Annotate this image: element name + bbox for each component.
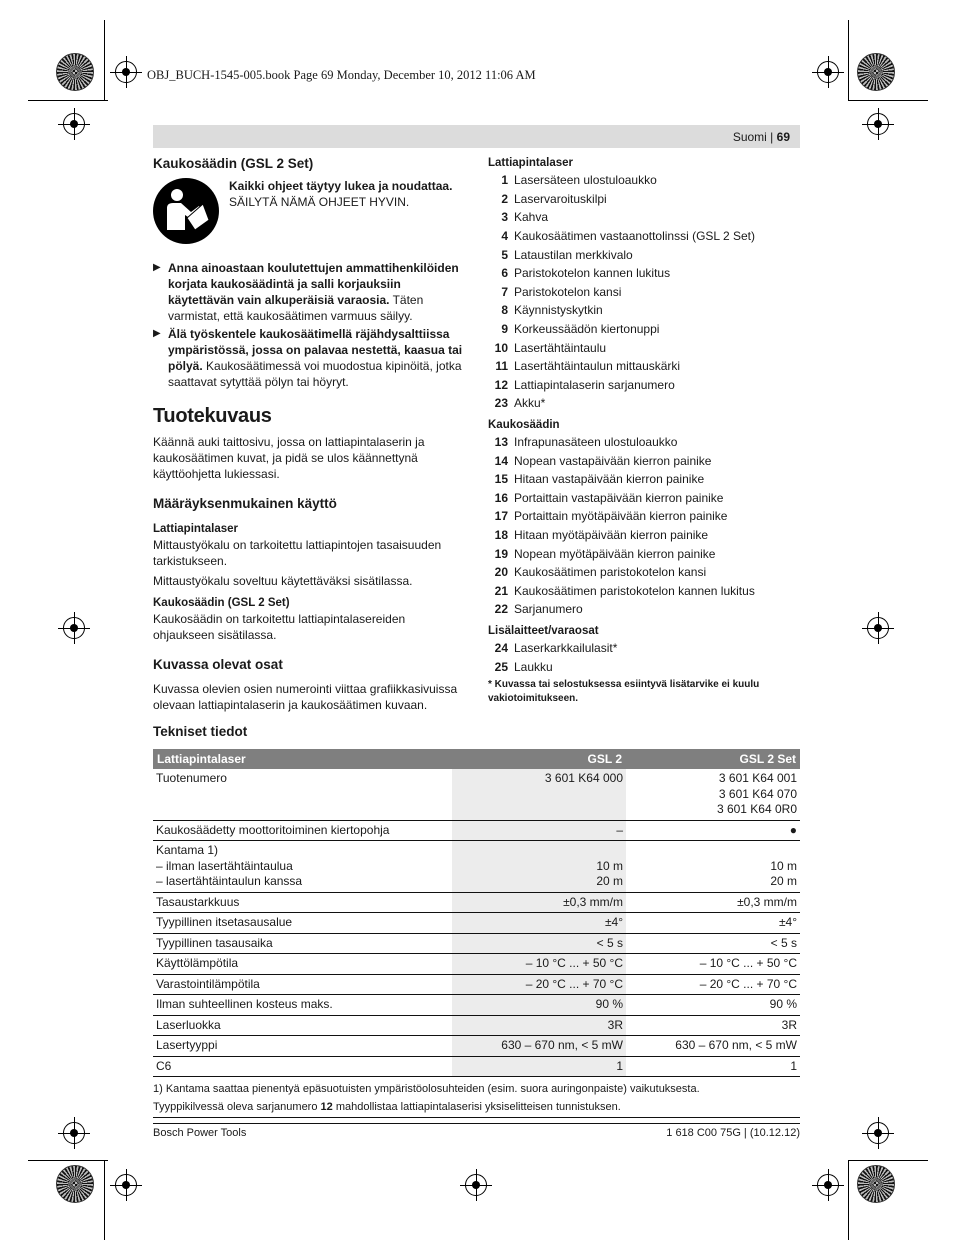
floor-parts-label: Lattiapintalaser [488,157,573,169]
list-item [488,470,800,489]
item-text: Akku* [514,396,546,411]
list-item [488,394,800,413]
spec-value: < 5 s [452,933,626,954]
item-text: Paristokotelon kansi [514,284,622,299]
spec-label: Käyttölämpötila [153,954,452,975]
accessory-label: Lisälaitteet/varaosat [488,624,599,637]
header-separator: | [770,130,774,144]
item-text: Hitaan myötäpäivään kierron painike [514,527,709,542]
list-item [488,451,800,470]
item-number: 16 [494,490,508,505]
spec-value: – 10 °C ... + 50 °C [626,954,800,975]
remote-parts-label: Kaukosäädin [488,418,560,431]
tech-table [153,749,800,1077]
item-text: Kahva [514,210,549,225]
item-text: Lataustilan merkkivalo [514,247,633,262]
list-item [488,376,800,395]
crop-mark [104,20,105,100]
tech-footnote: 1) Kantama saattaa pienentyä epäsuotuisten ympäristöolosuhteiden (esim. suora auringonpaiste) vaikutuksesta. [153,1083,700,1095]
spec-value: 630 – 670 nm, < 5 mW [452,1036,626,1057]
registration-mark-icon [115,1174,137,1196]
list-item [488,489,800,508]
item-text: Kaukosäätimen paristokotelon kansi [514,565,707,580]
spec-value: < 5 s [626,933,800,954]
footer-doc-number: 1 618 C00 75G | (10.12.12) [666,1127,800,1139]
registration-mark-icon [867,617,889,639]
remote-parts-list [488,433,800,619]
bullet-bold-text: Anna ainoastaan koulutettujen ammattihenkilöiden korjata kaukosäädintä ja salli korjauksiin käytettävän vain alkuperäisiä varaosia. [168,261,459,307]
spec-value: 10 m 20 m [626,841,800,893]
tech-header-gsl2: GSL 2 [452,749,626,769]
item-number: 12 [494,377,508,392]
spec-value: ±4° [452,913,626,934]
item-text: Laserkarkkailulasit* [514,640,618,655]
crop-mark [848,1160,928,1161]
item-number: 1 [501,173,508,188]
table-row [153,933,800,954]
item-text: Laukku [514,659,553,674]
parts-title: Kuvassa olevat osat [153,657,283,672]
use-remote-text: Kaukosäädin on tarkoitettu lattiapintalasereiden ohjaukseen sisätilassa. [153,612,406,642]
spec-value: ±0,3 mm/m [626,892,800,913]
parts-text: Kuvassa olevien osien numerointi viittaa grafiikkasivuissa olevaan lattiapintalaserin ja kaukosäätimen kuvaan. [153,682,458,712]
item-text: Laservaroituskilpi [514,191,607,206]
item-text: Nopean vastapäivään kierron painike [514,453,712,468]
spec-label: Kaukosäädetty moottoritoiminen kiertopohja [153,820,452,841]
color-registration-icon [857,53,895,91]
list-item [488,190,800,209]
item-text: Lasertähtäintaulu [514,340,607,355]
table-row [153,1036,800,1057]
item-text: Kaukosäätimen paristokotelon kannen lukitus [514,583,755,598]
item-number: 13 [494,435,508,450]
spec-value: ● [626,820,800,841]
item-number: 23 [494,396,508,411]
crop-mark [848,100,928,101]
list-item [488,227,800,246]
registration-mark-icon [465,1174,487,1196]
list-item [488,245,800,264]
table-row [153,1056,800,1077]
spec-value: 3R [626,1015,800,1036]
item-text: Lattiapintalaserin sarjanumero [514,377,675,392]
item-number: 4 [501,229,508,244]
description-title: Tuotekuvaus [153,405,272,427]
item-text: Sarjanumero [514,602,583,617]
serial-note-text: Tyyppikilvessä oleva sarjanumero [153,1101,321,1113]
tech-title: Tekniset tiedot [153,724,248,739]
list-item [488,283,800,302]
spec-label: Tasaustarkkuus [153,892,452,913]
color-registration-icon [56,1165,94,1203]
serial-note [153,1101,800,1118]
list-item [488,657,800,676]
footer-brand: Bosch Power Tools [153,1127,247,1139]
accessory-note: * Kuvassa tai selostuksessa esiintyvä lisätarvike ei kuulu vakiotoimitukseen. [488,678,760,704]
item-number: 8 [501,303,508,318]
item-text: Korkeussäädön kiertonuppi [514,322,660,337]
print-header: OBJ_BUCH-1545-005.book Page 69 Monday, December 10, 2012 11:06 AM [147,68,536,82]
item-number: 2 [501,191,508,206]
item-text: Infrapunasäteen ulostuloaukko [514,435,678,450]
table-row [153,1015,800,1036]
tech-header-label: Lattiapintalaser [153,749,452,769]
list-item [488,264,800,283]
list-item [488,301,800,320]
crop-mark [848,20,849,100]
item-text: Portaittain vastapäivään kierron painike [514,490,724,505]
spec-value: 3 601 K64 001 3 601 K64 070 3 601 K64 0R0 [626,769,800,820]
registration-mark-icon [817,61,839,83]
spec-label: C6 [153,1056,452,1077]
table-row [153,974,800,995]
header-language: Suomi [732,130,767,144]
item-number: 21 [494,583,508,598]
item-number: 11 [495,359,508,374]
item-number: 6 [501,266,508,281]
list-item [488,639,800,658]
spec-label: Laserluokka [153,1015,452,1036]
list-item [488,171,800,190]
spec-value: 1 [452,1056,626,1077]
crop-mark [848,1160,849,1240]
spec-label: Tyypillinen tasausaika [153,933,452,954]
spec-value: 1 [626,1056,800,1077]
list-item [488,581,800,600]
spec-label: Kantama 1) – ilman lasertähtäintaulua – lasertähtäintaulun kanssa [153,841,452,893]
list-item [488,208,800,227]
item-text: Käynnistyskytkin [514,303,603,318]
list-item [488,338,800,357]
table-row [153,841,800,893]
page-footer [153,1123,800,1139]
item-number: 9 [501,322,508,337]
table-row [153,769,800,820]
spec-value: 3 601 K64 000 [452,769,626,820]
bullet-bold-text: Älä työskentele kaukosäätimellä räjähdysalttiissa ympäristössä, jossa on palavaa nestettä, kaasua tai pölyä. [168,327,463,373]
floor-parts-list [488,171,800,413]
right-column [488,155,800,706]
list-item [488,544,800,563]
safety-bullet [153,260,465,324]
item-text: Portaittain myötäpäivään kierron painike [514,509,728,524]
spec-label: Tyypillinen itsetasausalue [153,913,452,934]
color-registration-icon [857,1165,895,1203]
registration-mark-icon [63,1122,85,1144]
registration-mark-icon [63,113,85,135]
item-number: 20 [494,565,508,580]
bullet-text: Kaukosäätimessä voi muodostua kipinöitä, jotka saattavat sytyttää pölyn tai höyryt. [168,359,462,389]
use-floor-text: Mittaustyökalu soveltuu käytettäväksi sisätilassa. [153,574,413,588]
table-row [153,954,800,975]
color-registration-icon [56,53,94,91]
list-item [488,526,800,545]
item-number: 24 [494,640,508,655]
spec-label: Ilman suhteellinen kosteus maks. [153,995,452,1016]
list-item [488,433,800,452]
bullet-triangle-icon: ▶ [153,328,161,339]
table-row [153,913,800,934]
read-all-warning: Kaikki ohjeet täytyy lukea ja noudattaa. [229,179,453,193]
item-number: 7 [501,284,508,299]
list-item [488,320,800,339]
item-number: 5 [501,247,508,262]
use-title: Määräyksenmukainen käyttö [153,496,337,511]
item-text: Paristokotelon kannen lukitus [514,266,671,281]
item-number: 14 [494,453,508,468]
item-number: 18 [494,527,508,542]
item-number: 25 [494,659,508,674]
safety-block [153,178,465,244]
use-remote-label: Kaukosäädin (GSL 2 Set) [153,597,290,609]
spec-value: – [452,820,626,841]
bullet-text: Täten varmistat, että kaukosäätimen varmuus säilyy. [168,293,424,323]
table-row [153,995,800,1016]
remote-section-title: Kaukosäädin (GSL 2 Set) [153,156,314,171]
item-number: 15 [494,472,508,487]
item-number: 3 [501,210,508,225]
running-header [153,125,800,148]
spec-label: Tuotenumero [153,769,452,820]
table-row [153,820,800,841]
table-row [153,892,800,913]
item-text: Nopean myötäpäivään kierron painike [514,546,716,561]
registration-mark-icon [63,617,85,639]
spec-value: 3R [452,1015,626,1036]
use-floor-label: Lattiapintalaser [153,523,238,535]
spec-value: ±0,3 mm/m [452,892,626,913]
spec-value: 10 m 20 m [452,841,626,893]
left-column [153,156,465,713]
item-text: Hitaan vastapäivään kierron painike [514,472,705,487]
item-number: 22 [494,602,508,617]
spec-value: 90 % [626,995,800,1016]
spec-label: Lasertyyppi [153,1036,452,1057]
page-number: 69 [776,130,790,144]
serial-note-number: 12 [320,1101,333,1113]
description-text: Käännä auki taittosivu, jossa on lattiapintalaserin ja kaukosäätimen kuvat, ja pidä se ulos käännettynä käyttöohjetta lukiessasi. [153,435,425,481]
crop-mark [104,1160,105,1240]
crop-mark [28,1160,108,1161]
spec-value: ±4° [626,913,800,934]
list-item [488,563,800,582]
registration-mark-icon [867,1122,889,1144]
item-number: 19 [494,546,508,561]
list-item [488,357,800,376]
item-text: Kaukosäätimen vastaanottolinssi (GSL 2 Set) [514,229,756,244]
registration-mark-icon [115,61,137,83]
item-number: 17 [494,509,508,524]
tech-header-gsl2set: GSL 2 Set [626,749,800,769]
spec-value: – 20 °C ... + 70 °C [626,974,800,995]
list-item [488,507,800,526]
safety-bullet [153,326,465,390]
serial-note-text: mahdollistaa lattiapintalaserisi yksiselitteisen tunnistuksen. [332,1101,621,1113]
spec-value: – 10 °C ... + 50 °C [452,954,626,975]
tech-section [153,724,800,1118]
list-item [488,600,800,619]
bullet-triangle-icon: ▶ [153,262,161,273]
spec-value: 90 % [452,995,626,1016]
spec-value: – 20 °C ... + 70 °C [452,974,626,995]
use-floor-text: Mittaustyökalu on tarkoitettu lattiapintojen tasaisuuden tarkistukseen. [153,538,442,568]
spec-label: Varastointilämpötila [153,974,452,995]
registration-mark-icon [817,1174,839,1196]
registration-mark-icon [867,113,889,135]
item-text: Lasersäteen ulostuloaukko [514,173,657,188]
read-manual-icon [153,178,219,244]
spec-value: 630 – 670 nm, < 5 mW [626,1036,800,1057]
accessory-list [488,639,800,676]
keep-instructions: SÄILYTÄ NÄMÄ OHJEET HYVIN. [229,195,410,209]
item-number: 10 [494,340,508,355]
item-text: Lasertähtäintaulun mittauskärki [514,359,681,374]
crop-mark [28,100,108,101]
